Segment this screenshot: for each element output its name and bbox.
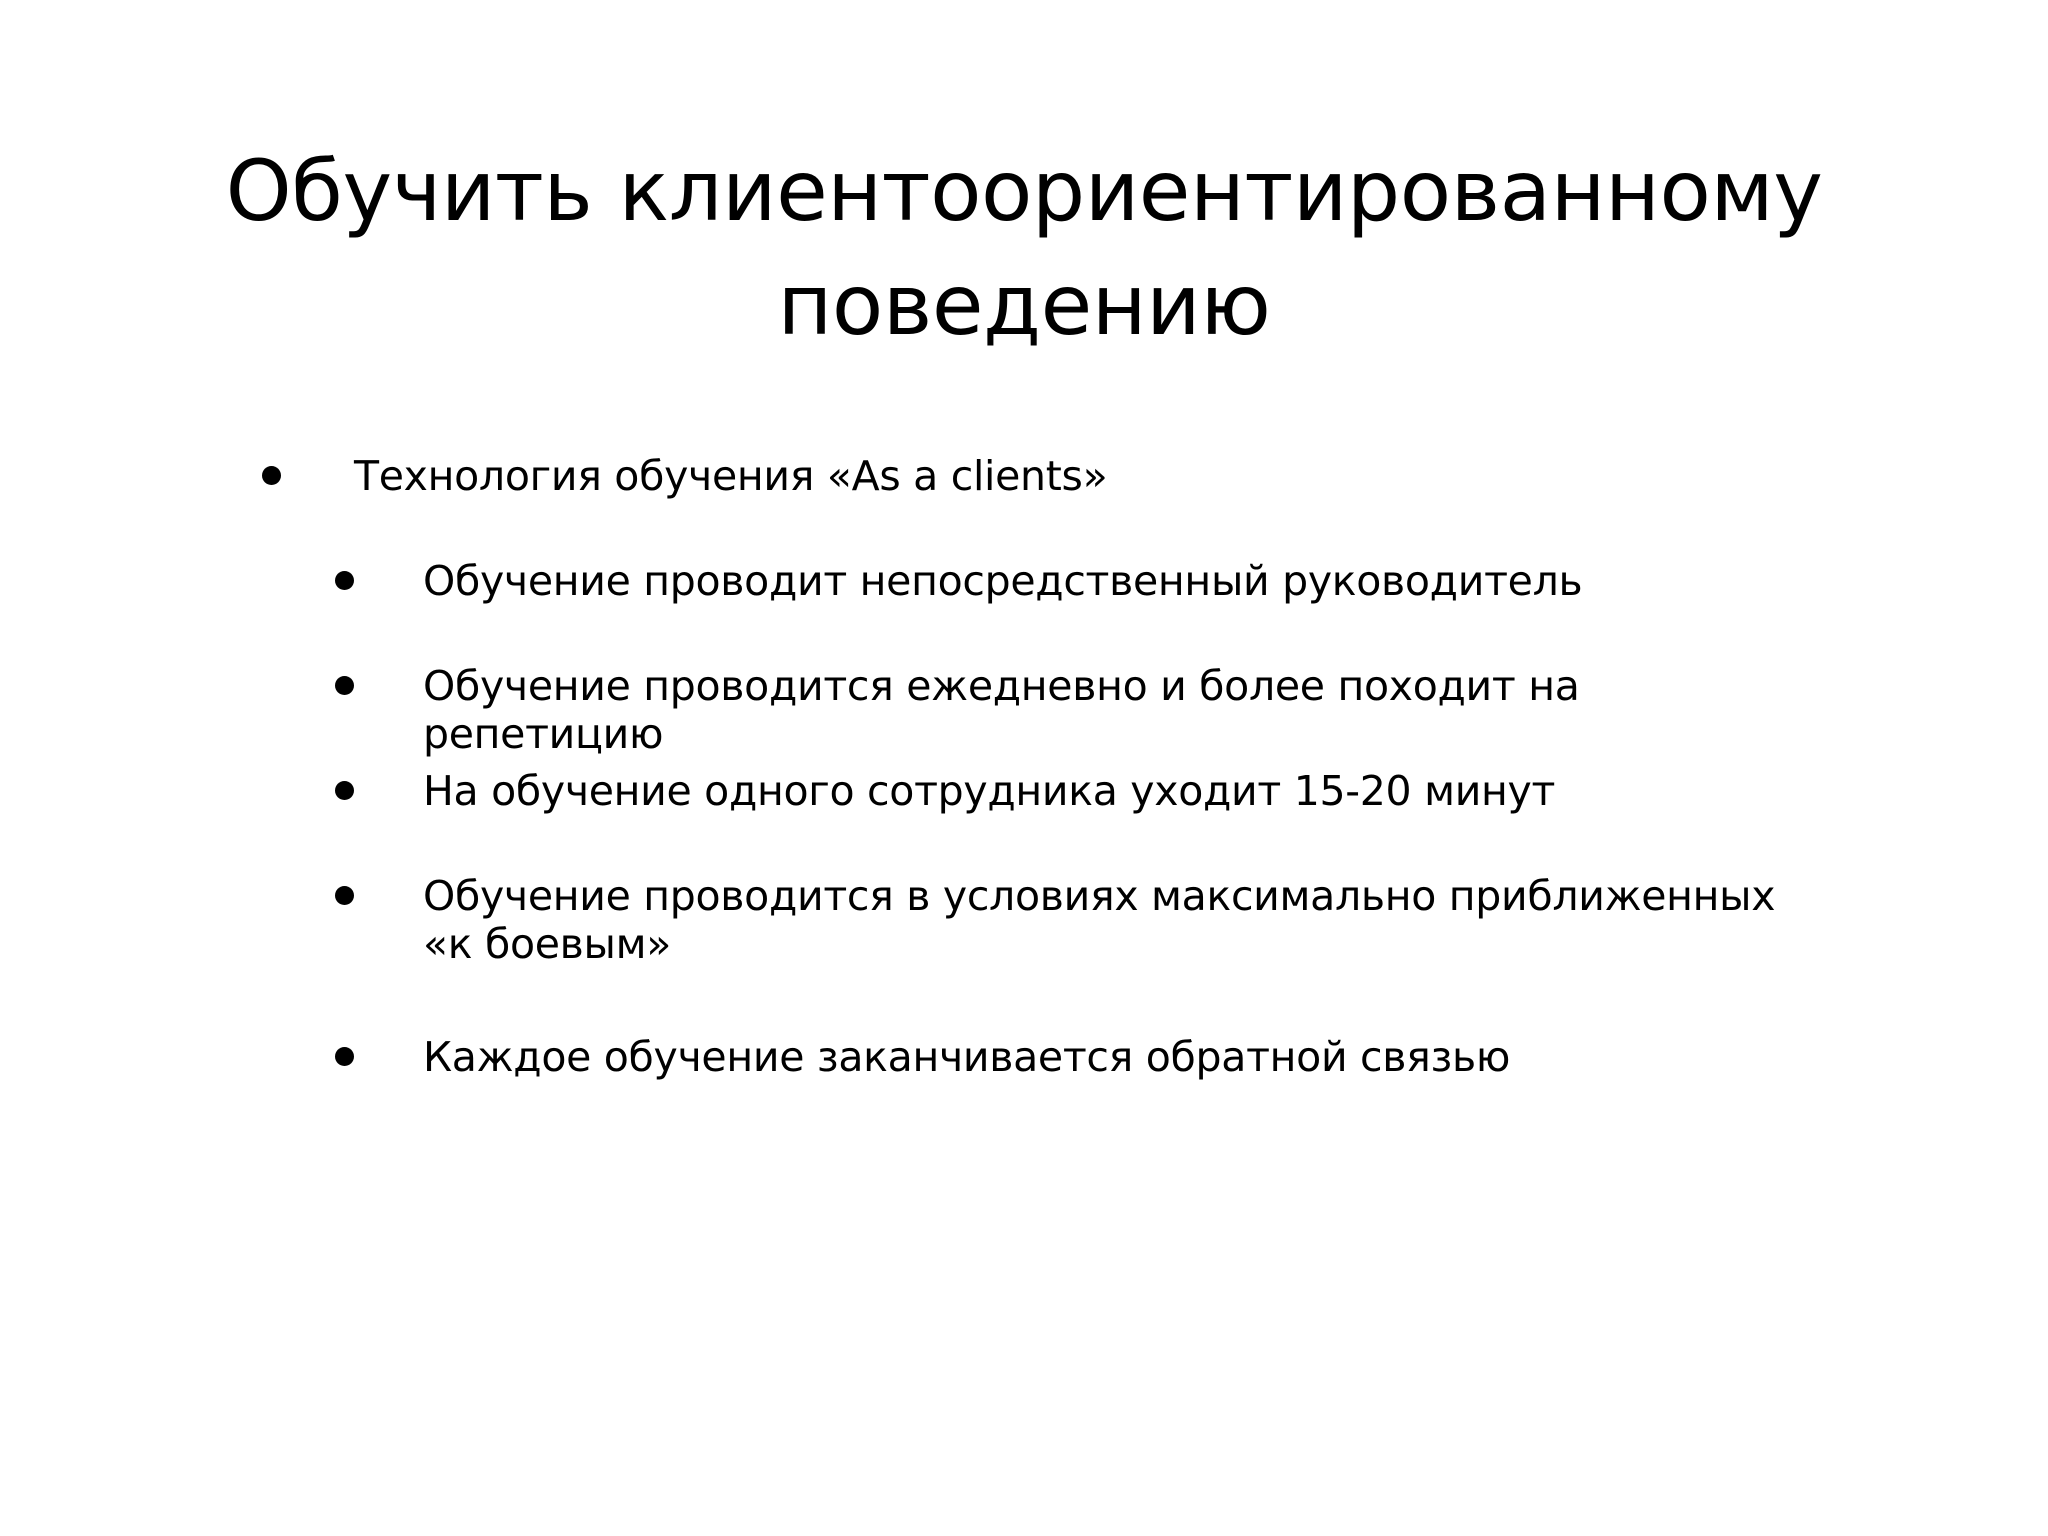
- bullet-text: Технология обучения «As a clients»: [354, 452, 1108, 500]
- bullet-dot-icon: [335, 571, 354, 590]
- bullet-dot-icon: [262, 466, 281, 485]
- bullet-text: Обучение проводится ежедневно и более походит на репетицию: [423, 662, 1580, 758]
- bullet-dot-icon: [335, 676, 354, 695]
- slide-title-line-1: Обучить клиентоориентированному: [225, 142, 1823, 240]
- bullet-text: Обучение проводит непосредственный руководитель: [423, 557, 1583, 605]
- bullet-dot-icon: [335, 781, 354, 800]
- bullet-text: На обучение одного сотрудника уходит 15-20 минут: [423, 767, 1556, 815]
- bullet-text: Каждое обучение заканчивается обратной связью: [423, 1033, 1511, 1081]
- bullet-dot-icon: [335, 886, 354, 905]
- bullet-dot-icon: [335, 1047, 354, 1066]
- slide-title-line-2: поведению: [777, 256, 1271, 354]
- bullet-text: Обучение проводится в условиях максимально приближенных «к боевым»: [423, 872, 1776, 968]
